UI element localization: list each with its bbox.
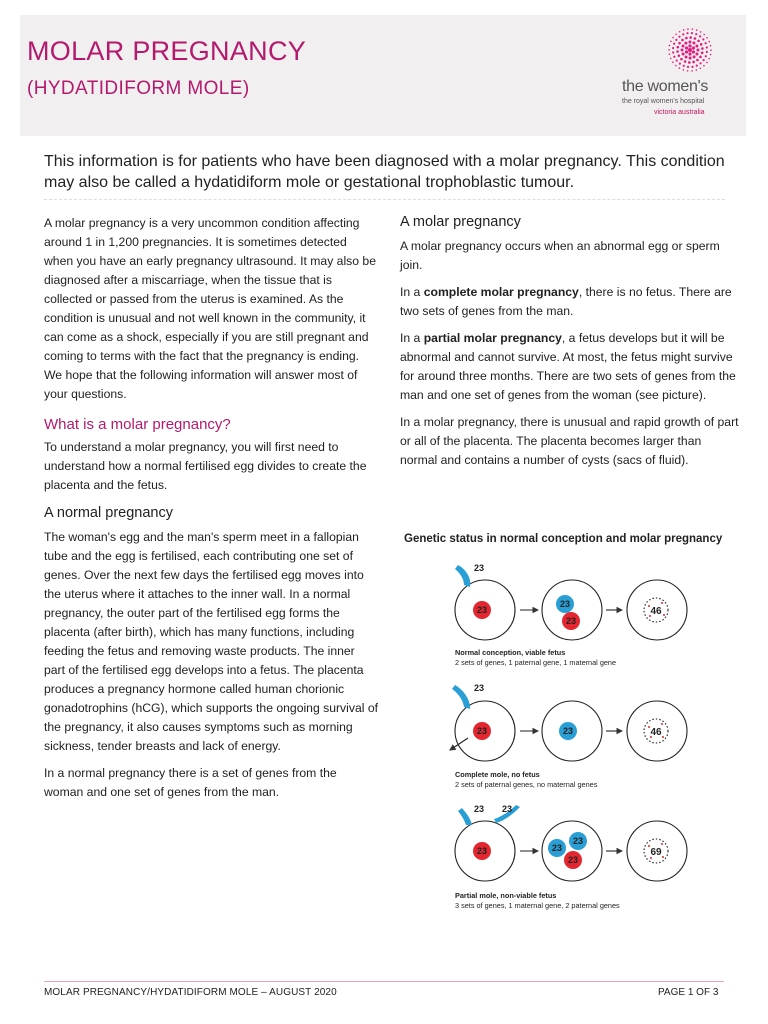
footer-divider xyxy=(44,981,724,982)
footer-doc-title: MOLAR PREGNANCY/HYDATIDIFORM MOLE – AUGUST 2020 xyxy=(44,987,337,998)
caption-partial: Partial mole, non-viable fetus 3 sets of genes, 1 maternal gene, 2 paternal genes xyxy=(455,891,620,910)
caption-complete: Complete mole, no fetus 2 sets of paternal genes, no maternal genes xyxy=(455,770,598,789)
r2-mid-blue: 23 xyxy=(562,726,574,736)
r1-result: 46 xyxy=(650,606,662,617)
sperm-row1 xyxy=(455,565,470,587)
r1-sperm-count: 23 xyxy=(473,563,485,573)
right-column xyxy=(400,212,740,478)
normal-paragraph-2: In a normal pregnancy there is a set of genes from the woman and one set of genes from the man. xyxy=(44,766,337,799)
r2-result: 46 xyxy=(650,727,662,738)
logo-location: victoria australia xyxy=(654,109,705,116)
r2-egg-count: 23 xyxy=(476,726,488,736)
molar-paragraph-complete: In a complete molar pregnancy, there is no fetus. There are two sets of genes from the man. xyxy=(400,285,732,318)
molar-paragraph-1: A molar pregnancy occurs when an abnormal egg or sperm join. xyxy=(400,239,720,272)
complete-molar-term: complete molar pregnancy xyxy=(423,285,579,299)
r3-mid-red: 23 xyxy=(567,855,579,865)
r3-sperm1-count: 23 xyxy=(473,804,485,814)
r3-result: 69 xyxy=(650,847,662,858)
r3-mid-blue1: 23 xyxy=(551,843,563,853)
hospital-logo xyxy=(604,22,722,124)
intro-divider xyxy=(44,199,725,200)
page-title: MOLAR PREGNANCY xyxy=(27,36,307,66)
partial-molar-term: partial molar pregnancy xyxy=(423,331,562,345)
left-column xyxy=(44,214,379,810)
logo-wordmark: the women's xyxy=(622,78,709,95)
r3-egg-count: 23 xyxy=(476,846,488,856)
page-subtitle: (HYDATIDIFORM MOLE) xyxy=(27,78,250,99)
intro-body: A molar pregnancy is a very uncommon condition affecting around 1 in 1,200 pregnancies. It is sometimes detected when you have an early pregnancy ultrasound. It may also be diagnosed after a miscarriage, when the tissue that is collected or passed from the uterus is examined. As the condition is unusual and not well known in the community, it can come as a shock, especially if you are still pregnant and coming to terms with the fact that the pregnancy is ending. We hope that the following information will answer most of your questions. xyxy=(44,216,376,401)
r1-mid-blue: 23 xyxy=(559,599,571,609)
sperm-row3a xyxy=(458,808,472,825)
heading-normal-pregnancy: A normal pregnancy xyxy=(44,505,173,521)
normal-paragraph-1: The woman's egg and the man's sperm meet in a fallopian tube and the egg is fertilised, each contributing one set of genes. Over the next few days the fertilised egg moves into the uterus where it attaches to the inner wall. In a normal pregnancy, the outer part of the fertilised egg forms the placenta (after birth), which has many functions, including feeding the fetus and removing waste products. The inner part of the fertilised egg develops into a fetus. The placenta produces a pregnancy hormone called human chorionic gonadotrophins (hCG), which supports the ongoing survival of the pregnancy, it also causes symptoms such as morning sickness, tender breasts and lack of energy. xyxy=(44,530,378,753)
logo-hospital-name: the royal women's hospital xyxy=(622,98,705,105)
genetic-status-figure xyxy=(400,553,745,915)
what-is-paragraph: To understand a molar pregnancy, you will first need to understand how a normal fertilised egg divides to create the placenta and the fetus. xyxy=(44,440,367,492)
arrow-2-exit xyxy=(450,738,468,750)
sperm-row2 xyxy=(452,685,470,709)
heading-what-is: What is a molar pregnancy? xyxy=(44,416,231,433)
molar-paragraph-partial: In a partial molar pregnancy, a fetus develops but it will be abnormal and cannot survive. At most, the fetus might survive for around three months. There are two sets of genes from the man and one set of genes from the woman (see picture). xyxy=(400,331,736,402)
caption-normal: Normal conception, viable fetus 2 sets of genes, 1 paternal gene, 1 maternal gene xyxy=(455,648,617,667)
figure-title: Genetic status in normal conception and molar pregnancy xyxy=(404,533,723,545)
r1-mid-red: 23 xyxy=(565,616,577,626)
intro-paragraph: This information is for patients who have been diagnosed with a molar pregnancy. This condition may also be called a hydatidiform mole or gestational trophoblastic tumour. xyxy=(44,153,725,191)
r3-sperm2-count: 23 xyxy=(501,804,513,814)
r2-sperm-count: 23 xyxy=(473,683,485,693)
molar-paragraph-growth: In a molar pregnancy, there is unusual and rapid growth of part or all of the placenta. The placenta becomes larger than normal and contains a number of cysts (sacs of fluid). xyxy=(400,415,739,467)
footer-page-number: PAGE 1 OF 3 xyxy=(658,987,719,998)
conception-diagram xyxy=(400,553,745,915)
heading-molar-pregnancy: A molar pregnancy xyxy=(400,214,521,230)
zygote-normal xyxy=(542,580,602,640)
r1-egg-count: 23 xyxy=(476,605,488,615)
sunburst-logo-icon xyxy=(668,28,712,72)
r3-mid-blue2: 23 xyxy=(572,836,584,846)
